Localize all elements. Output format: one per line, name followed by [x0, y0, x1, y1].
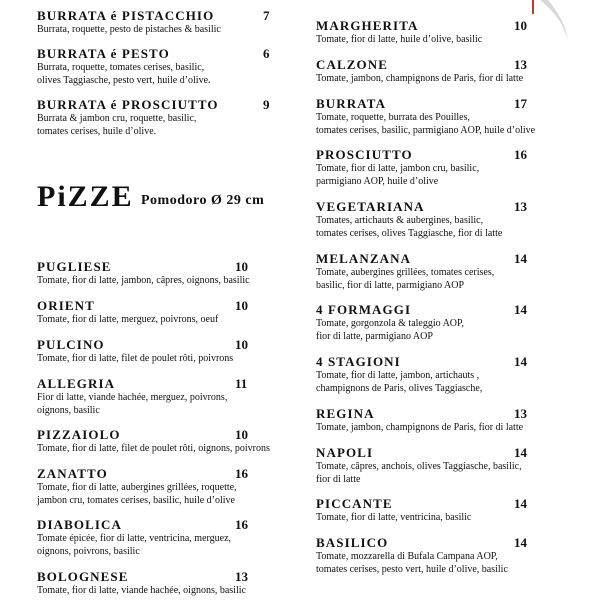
item-price: 10 [514, 18, 527, 33]
item-description: Tomate, fior di latte, jambon, artichauts , champignons de Paris, olives Taggiasche, [316, 370, 483, 394]
decorative-swoosh-icon [522, 0, 582, 60]
item-description: Tomate, gorgonzola & taleggio AOP, fior di latte, parmigiano AOP [316, 318, 464, 342]
item-name: VEGETARIANA [316, 199, 425, 214]
section-subtitle: Pomodoro Ø 29 cm [141, 193, 265, 208]
item-description: Tomate, fior di latte, huile d’olive, basilic [316, 34, 483, 45]
item-name: MELANZANA [316, 251, 412, 266]
item-name: BOLOGNESE [37, 569, 129, 584]
item-price: 13 [235, 569, 248, 584]
item-price: 13 [514, 57, 527, 72]
item-description: Tomate, fior di latte, jambon, câpres, oignons, basilic [37, 275, 250, 286]
item-name: ZANATTO [37, 466, 108, 481]
item-name: BURRATA é PESTO [37, 46, 170, 61]
item-price: 9 [263, 97, 270, 112]
item-description: Tomate, fior di latte, ventricina, basilic [316, 512, 472, 523]
item-name: ALLEGRIA [37, 376, 116, 391]
item-price: 16 [235, 517, 248, 532]
item-price: 14 [514, 251, 527, 266]
item-price: 14 [514, 445, 527, 460]
item-name: NAPOLI [316, 445, 374, 460]
item-price: 14 [514, 354, 527, 369]
item-price: 16 [514, 147, 527, 162]
item-price: 13 [514, 406, 527, 421]
item-description: Tomate, mozzarella di Bufala Campana AOP, tomates cerises, pesto vert, huile d’olive, basilic [316, 551, 508, 575]
item-description: Tomate, jambon, champignons de Paris, fior di latte [316, 73, 524, 84]
item-name: REGINA [316, 406, 375, 421]
item-name: DIABOLICA [37, 517, 123, 532]
item-description: Burrata, roquette, pesto de pistaches & basilic [37, 24, 221, 35]
item-price: 7 [263, 8, 270, 23]
item-description: Tomate, fior di latte, aubergines grillées, roquette, jambon cru, tomates cerises, basilic, huile d’olive [37, 482, 237, 506]
item-description: Tomate, câpres, anchois, olives Taggiasche, basilic, fior di latte [316, 461, 522, 485]
item-name: CALZONE [316, 57, 388, 72]
section-title: PiZZE [37, 180, 134, 213]
item-name: BASILICO [316, 535, 389, 550]
item-description: Tomate, fior di latte, filet de poulet rôti, poivrons [37, 353, 234, 364]
item-price: 6 [263, 46, 270, 61]
item-name: BURRATA é PISTACCHIO [37, 8, 215, 23]
item-description: Tomate, fior di latte, viande hachée, oignons, basilic [37, 585, 246, 596]
item-description: Tomate, fior di latte, filet de poulet rôti, oignons, poivrons [37, 443, 270, 454]
item-price: 14 [514, 535, 527, 550]
item-name: BURRATA [316, 96, 387, 111]
item-name: PULCINO [37, 337, 105, 352]
item-price: 10 [235, 427, 248, 442]
item-price: 16 [235, 466, 248, 481]
item-name: BURRATA é PROSCIUTTO [37, 97, 219, 112]
item-name: 4 STAGIONI [316, 354, 401, 369]
item-description: Tomate, fior di latte, jambon cru, basilic, parmigiano AOP, huile d’olive [316, 163, 480, 187]
item-price: 14 [514, 496, 527, 511]
item-name: 4 FORMAGGI [316, 302, 412, 317]
item-name: PIZZAIOLO [37, 427, 121, 442]
item-description: Tomate, roquette, burrata des Pouilles, tomates cerises, basilic, parmigiano AOP, huile d’olive [316, 112, 536, 136]
item-description: Tomate, aubergines grillées, tomates cerises, basilic, fior di latte, parmigiano AOP [316, 267, 495, 291]
item-price: 10 [235, 337, 248, 352]
item-description: Burrata, roquette, tomates cerises, basilic, olives Taggiasche, pesto vert, huile d’olive. [37, 62, 211, 86]
item-price: 14 [514, 302, 527, 317]
item-description: Tomate, fior di latte, merguez, poivrons, oeuf [37, 314, 219, 325]
item-price: 11 [235, 376, 248, 391]
item-name: PUGLIESE [37, 259, 112, 274]
item-description: Tomate épicée, fior di latte, ventricina, merguez, oignons, poivrons, basilic [37, 533, 232, 557]
item-name: ORIENT [37, 298, 95, 313]
item-name: PROSCIUTTO [316, 147, 413, 162]
item-description: Tomates, artichauts & aubergines, basilic, tomates cerises, olives Taggiasche, fior di latte [316, 215, 503, 239]
item-description: Tomate, jambon, champignons de Paris, fior di latte [316, 422, 524, 433]
item-price: 17 [514, 96, 527, 111]
item-price: 13 [514, 199, 527, 214]
item-name: MARGHERITA [316, 18, 419, 33]
item-description: Fior di latte, viande hachée, merguez, poivrons, oignons, basilic [37, 392, 228, 416]
item-price: 10 [235, 259, 248, 274]
item-description: Burrata & jambon cru, roquette, basilic, tomates cerises, huile d’olive. [37, 113, 197, 137]
item-price: 10 [235, 298, 248, 313]
item-name: PICCANTE [316, 496, 393, 511]
